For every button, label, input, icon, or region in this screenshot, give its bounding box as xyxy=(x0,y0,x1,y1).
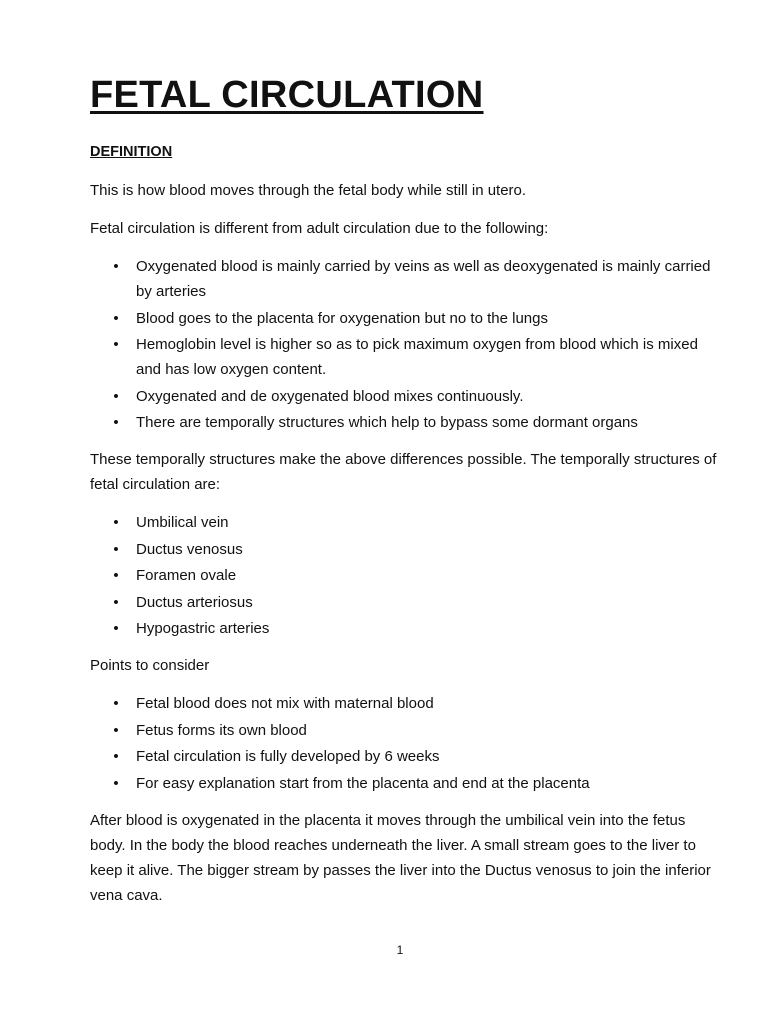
bullet-icon: • xyxy=(113,258,119,275)
list-item xyxy=(90,563,720,588)
list-item-text: Foramen ovale xyxy=(136,567,237,584)
list-item xyxy=(90,306,720,331)
list-item xyxy=(90,510,720,535)
bullet-icon: • xyxy=(113,695,119,712)
list-item-text: Fetal circulation is fully developed by 6 weeks xyxy=(136,748,440,765)
bullet-icon: • xyxy=(113,721,119,739)
list-item-text: For easy explanation start from the placenta and end at the placenta xyxy=(136,774,590,792)
structures-intro-paragraph: These temporally structures make the above differences possible. The temporally structures of fetal circulation are: xyxy=(90,451,717,493)
definition-heading: DEFINITION xyxy=(90,144,173,160)
bullet-icon: • xyxy=(113,414,119,431)
definition-paragraph: This is how blood moves through the fetal body while still in utero. xyxy=(90,182,527,199)
list-item-text: Oxygenated and de oxygenated blood mixes continuously. xyxy=(136,387,524,405)
points-list xyxy=(90,691,720,796)
list-item-text: Oxygenated blood is mainly carried by veins as well as deoxygenated is mainly carried by arteries xyxy=(136,258,711,300)
intro-paragraph: Fetal circulation is different from adult circulation due to the following: xyxy=(90,220,549,237)
list-item xyxy=(90,771,720,796)
list-item xyxy=(90,410,720,435)
list-item-text: Ductus arteriosus xyxy=(136,593,253,611)
list-item-text: Ductus venosus xyxy=(136,540,243,558)
page-number: 1 xyxy=(396,943,404,957)
bullet-icon: • xyxy=(113,540,119,558)
closing-paragraph: After blood is oxygenated in the placenta it moves through the umbilical vein into the fetus body. In the body the blood reaches underneath the liver. A small stream goes to the liver to keep it alive. The bigger stream by passes the liver into the Ductus venosus to join the inferior vena cava. xyxy=(90,811,711,904)
bullet-icon: • xyxy=(113,774,119,792)
list-item xyxy=(90,718,720,743)
document-title: FETAL CIRCULATION xyxy=(90,74,484,116)
bullet-icon: • xyxy=(113,309,119,327)
bullet-icon: • xyxy=(113,387,119,405)
list-item xyxy=(90,254,720,304)
list-item-text: Umbilical vein xyxy=(136,514,229,531)
list-item xyxy=(90,332,720,382)
list-item xyxy=(90,384,720,409)
list-item-text: Hemoglobin level is higher so as to pick maximum oxygen from blood which is mixed and has low oxygen content. xyxy=(136,336,698,378)
list-item-text: Fetus forms its own blood xyxy=(136,721,307,739)
differences-list xyxy=(90,254,720,435)
document-page xyxy=(90,70,720,921)
bullet-icon: • xyxy=(113,593,119,611)
list-item xyxy=(90,616,720,641)
list-item xyxy=(90,691,720,716)
list-item-text: Blood goes to the placenta for oxygenation but no to the lungs xyxy=(136,309,548,327)
list-item-text: Hypogastric arteries xyxy=(136,620,270,637)
list-item-text: There are temporally structures which help to bypass some dormant organs xyxy=(136,414,638,431)
bullet-icon: • xyxy=(113,748,119,765)
bullet-icon: • xyxy=(113,567,119,584)
points-heading: Points to consider xyxy=(90,657,210,674)
list-item xyxy=(90,744,720,769)
list-item-text: Fetal blood does not mix with maternal blood xyxy=(136,695,434,712)
bullet-icon: • xyxy=(113,336,119,353)
list-item xyxy=(90,590,720,615)
bullet-icon: • xyxy=(113,514,119,531)
structures-list xyxy=(90,510,720,641)
list-item xyxy=(90,537,720,562)
bullet-icon: • xyxy=(113,620,119,637)
